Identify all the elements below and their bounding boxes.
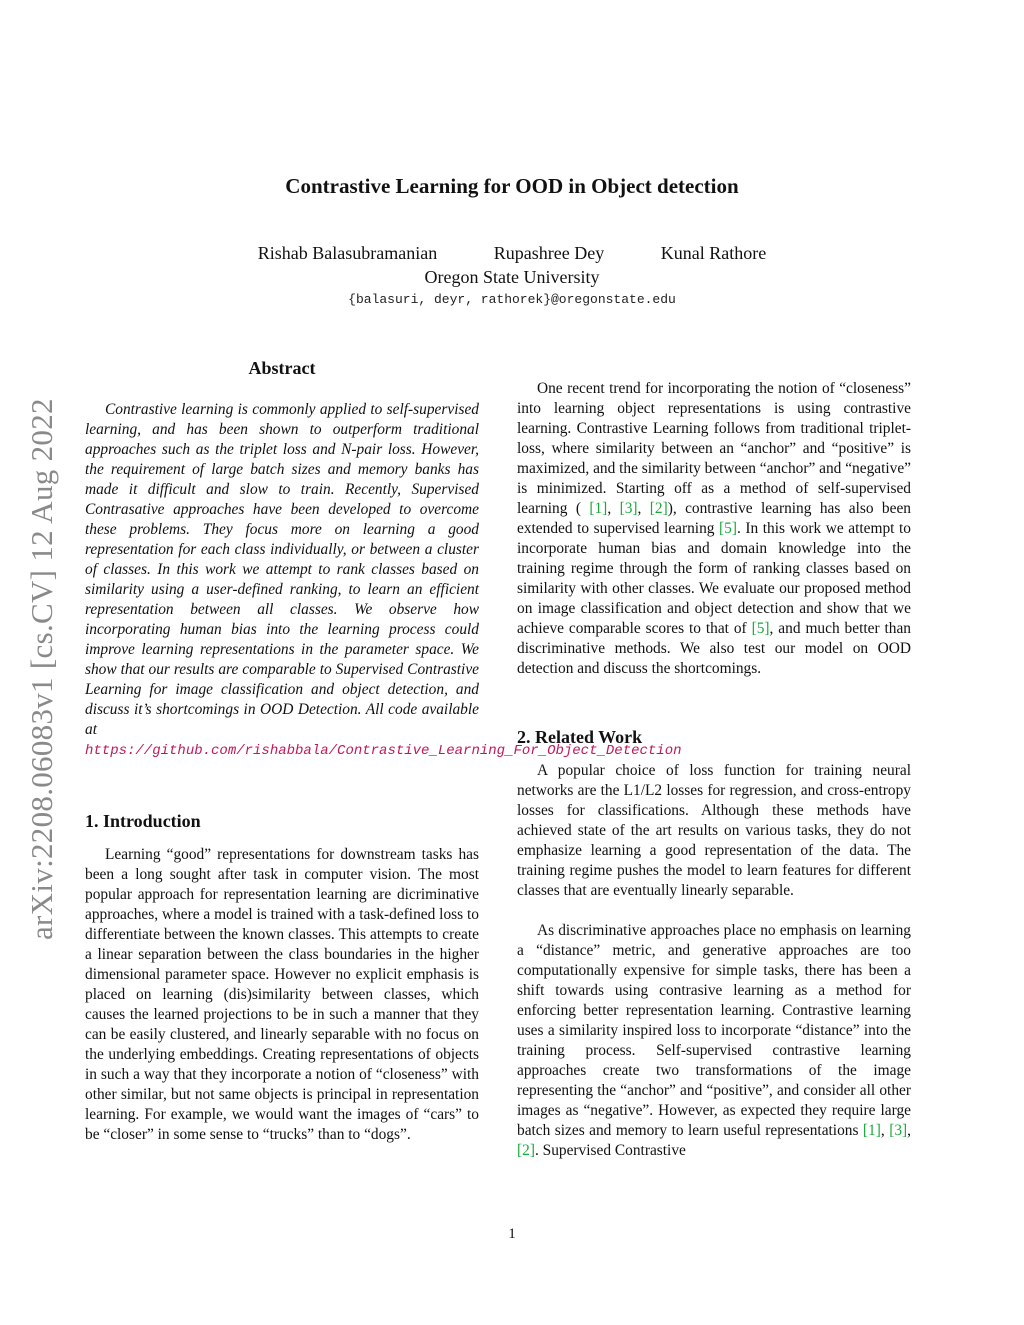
author-name: Rupashree Dey: [493, 243, 605, 263]
affiliation: Oregon State University: [424, 267, 600, 287]
introduction-paragraph: Learning “good” representations for downstream tasks has been a long sought after task in computer vision. The most popular approach for representation learning are dicriminative approaches, where a model is trained with a task-defined loss to differentiate between the known classes. This attempts to create a linear separation between the class boundaries in the higher dimensional parameter space. However no explicit emphasis is placed on learning (dis)similarity between classes, which causes the learned projections to be in such a manner that they can be easily clustered, and linearly separable with no focus on the underlying embeddings. Creating representations of objects in such a way that they incorporate a notion of “closeness” with other similar, but not same objects is principal in representation learning. For example, we would want the images of “cars” to be “closer” in some sense to “trucks” than to “dogs”.: [85, 846, 479, 1143]
spacer: [85, 761, 479, 809]
citation-link[interactable]: [5]: [751, 620, 770, 637]
spacer: [517, 679, 911, 725]
abstract-body: Contrastive learning is commonly applied to self-supervised learning, and has been shown to outperform traditional approaches such as the triplet loss and N-pair loss. However, the requirement of large batch sizes and memory banks has made it difficult and slow to train. Recently, Supervised Contrasative approaches have been developed to overcome these problems. They focus more on learning a good representation for each class individually, or between a cluster of classes. In this work we attempt to rank classes based on similarity using a user-defined ranking, to learn an efficient representation between all classes. We observe how incorporating human bias into the learning process could improve learning representations in the parameter space. We show that our results are comparable to Supervised Contrastive Learning for image classification and object detection, and discuss it’s shortcomings in OOD Detection. All code available at: [85, 401, 479, 738]
text-run: ,: [907, 1122, 911, 1139]
citation-link[interactable]: [3]: [619, 500, 638, 517]
page-number: 1: [508, 1226, 516, 1242]
arxiv-stamp: arXiv:2208.06083v1 [cs.CV] 12 Aug 2022: [24, 398, 59, 940]
related-work-heading: 2. Related Work: [517, 727, 643, 747]
author-name: Kunal Rathore: [660, 243, 767, 263]
citation-link[interactable]: [2]: [649, 500, 668, 517]
author-name: Rishab Balasubramanian: [257, 243, 438, 263]
author-block: [0, 241, 1024, 289]
citation-link[interactable]: [5]: [719, 520, 737, 537]
text-run: . Supervised Contrastive: [534, 1142, 686, 1159]
related-work-paragraph: A popular choice of loss function for training neural networks are the L1/L2 losses for regression, and cross-entropy losses for classifications. Although these methods have achieved state of the art results on various tasks, they do not emphasize learning a good representation of the data. The training regime pushes the model to learn features for different classes that are eventually linearly separable.: [517, 762, 911, 899]
paper-title: Contrastive Learning for OOD in Object detection: [285, 174, 739, 198]
spacer: [517, 901, 911, 921]
related-work-paragraph-2: [517, 921, 911, 1161]
text-run: ,: [880, 1122, 890, 1139]
author-names: [0, 241, 1024, 265]
text-run: One recent trend for incorporating the notion of “closeness” into learning object representations is using contrastive learning. Contrastive Learning follows from traditional triplet-loss, where similarity between an “anchor” and “positive” is maximized, and the similarity between “anchor” and “negative” is minimized. Starting off as a method of self-supervised learning (: [517, 380, 912, 517]
citation-link[interactable]: [1]: [862, 1122, 881, 1139]
text-run: ,: [637, 500, 650, 517]
citation-link[interactable]: [1]: [589, 500, 608, 517]
text-run: ,: [607, 500, 620, 517]
introduction-paragraph-2: [517, 379, 911, 679]
text-run: ), contrastive learning has also been extended to supervised learning: [517, 500, 911, 537]
introduction-heading: 1. Introduction: [85, 811, 201, 831]
text-run: As discriminative approaches place no emphasis on learning a “distance” metric, and generative approaches are too computationally expensive for simple tasks, there has been a shift towards using contrasive learning as a method for enforcing better representation learning. Contrastive learning uses a similarity inspired loss to incorporate “distance” into the training process. Self-supervised contrastive learning approaches create two transformations of the image representing the “anchor” and “positive”, and consider all other images as “negative”. However, as expected they require large batch sizes and memory to learn useful representations: [517, 922, 911, 1139]
code-link[interactable]: https://github.com/rishabbala/Contrastive_Learning_For_Object_Detection: [85, 743, 682, 759]
text-run: , and much better than discriminative methods. We also test our model on OOD detection and discuss the shortcomings.: [517, 620, 911, 677]
citation-link[interactable]: [3]: [889, 1122, 908, 1139]
text-run: . In this work we attempt to incorporate human bias and domain knowledge into the training regime through the form of ranking classes based on similarity with other classes. We evaluate our proposed method on image classification and object detection and show that we achieve comparable scores to that of: [517, 520, 911, 637]
abstract-heading: Abstract: [248, 358, 316, 378]
right-column: [517, 379, 911, 1161]
citation-link[interactable]: [2]: [517, 1142, 535, 1159]
author-emails: {balasuri, deyr, rathorek}@oregonstate.edu: [348, 292, 676, 307]
